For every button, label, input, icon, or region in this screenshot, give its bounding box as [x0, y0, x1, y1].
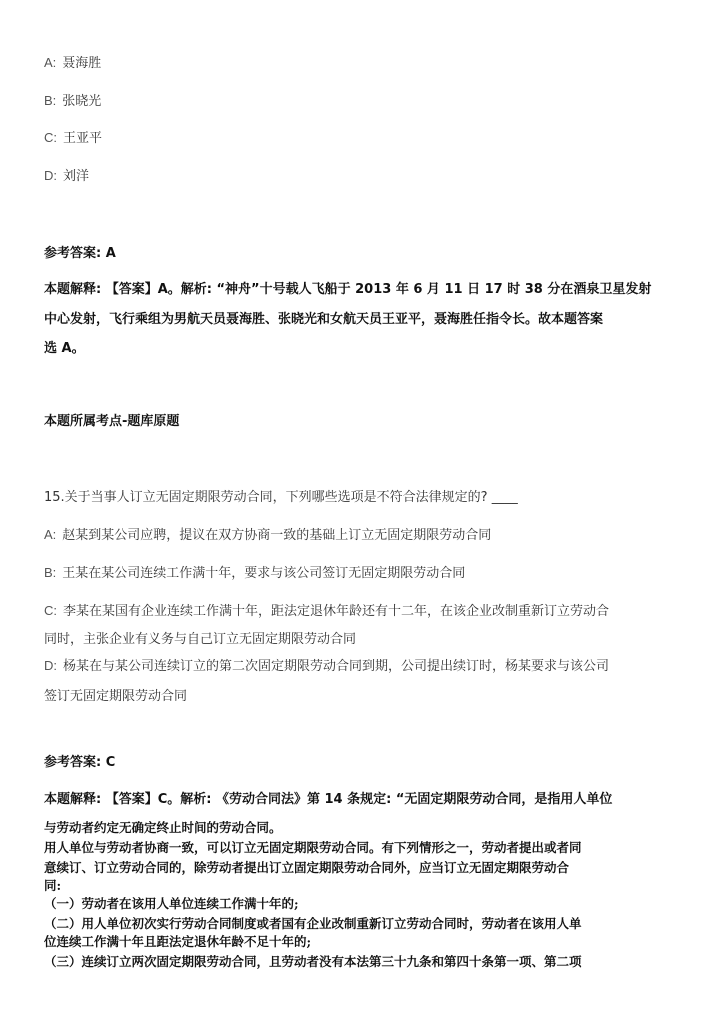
q14-option-c — [44, 127, 102, 146]
q15-explanation-line: 用人单位与劳动者协商一致，可以订立无固定期限劳动合同。有下列情形之一，劳动者提出或者同 — [44, 840, 582, 855]
q15-question: 15.关于当事人订立无固定期限劳动合同，下列哪些选项是不符合法律规定的? ____ — [44, 490, 518, 505]
option-text: 聂海胜 — [62, 56, 102, 71]
q15-explanation-line: （一）劳动者在该用人单位连续工作满十年的; — [44, 896, 299, 911]
option-text: 李某在某国有企业连续工作满十年，距法定退休年龄还有十二年，在该企业改制重新订立劳动合 — [63, 604, 610, 619]
q15-option-c — [44, 600, 609, 619]
q15-option-a — [44, 524, 491, 543]
q15-explanation-line: 同: — [44, 878, 62, 893]
q14-explanation-line: 本题解释: 【答案】A。解析: “神舟”十号载人飞船于 2013 年 6 月 11 日 17 时 38 分在酒泉卫星发射 — [44, 282, 652, 297]
q15-answer: 参考答案: C — [44, 755, 116, 770]
q15-explanation-line: （三）连续订立两次固定期限劳动合同，且劳动者没有本法第三十九条和第四十条第一项、第二项 — [44, 954, 582, 969]
option-text: 杨某在与某公司连续订立的第二次固定期限劳动合同到期，公司提出续订时，杨某要求与该公司 — [63, 659, 610, 674]
q15-option-c-cont: 同时，主张企业有义务与自己订立无固定期限劳动合同 — [44, 632, 357, 647]
option-letter: C: — [44, 130, 57, 145]
q15-option-b — [44, 562, 465, 581]
option-text: 刘洋 — [63, 169, 90, 184]
q14-explanation-line: 选 A。 — [44, 341, 85, 356]
q14-answer: 参考答案: A — [44, 246, 116, 261]
q14-explanation-line: 中心发射，飞行乘组为男航天员聂海胜、张晓光和女航天员王亚平，聂海胜任指令长。故本题答案 — [44, 312, 604, 327]
q15-explanation-line: 与劳动者约定无确定终止时间的劳动合同。 — [44, 820, 282, 835]
q15-explanation-line: 位连续工作满十年且距法定退休年龄不足十年的; — [44, 934, 312, 949]
option-letter: B: — [44, 93, 57, 108]
option-letter: D: — [44, 658, 57, 673]
q15-explanation-line: （二）用人单位初次实行劳动合同制度或者国有企业改制重新订立劳动合同时，劳动者在该用人单 — [44, 916, 582, 931]
q14-topic: 本题所属考点-题库原题 — [44, 414, 180, 429]
option-letter: C: — [44, 603, 57, 618]
q14-option-a — [44, 52, 101, 71]
option-letter: B: — [44, 565, 57, 580]
option-text: 王某在某公司连续工作满十年，要求与该公司签订无固定期限劳动合同 — [62, 566, 466, 581]
option-letter: A: — [44, 55, 57, 70]
option-text: 赵某到某公司应聘，提议在双方协商一致的基础上订立无固定期限劳动合同 — [62, 528, 492, 543]
option-letter: D: — [44, 168, 57, 183]
q15-option-d — [44, 655, 609, 674]
option-text: 张晓光 — [62, 94, 102, 109]
q14-option-d — [44, 165, 89, 184]
q15-explanation-line: 意续订、订立劳动合同的，除劳动者提出订立固定期限劳动合同外，应当订立无固定期限劳动合 — [44, 860, 570, 875]
q15-option-d-cont: 签订无固定期限劳动合同 — [44, 689, 188, 704]
option-letter: A: — [44, 527, 57, 542]
q14-option-b — [44, 90, 101, 109]
q15-explanation-line: 本题解释: 【答案】C。解析: 《劳动合同法》第 14 条规定: “无固定期限劳动合同，是指用人单位 — [44, 792, 613, 807]
option-text: 王亚平 — [63, 131, 103, 146]
